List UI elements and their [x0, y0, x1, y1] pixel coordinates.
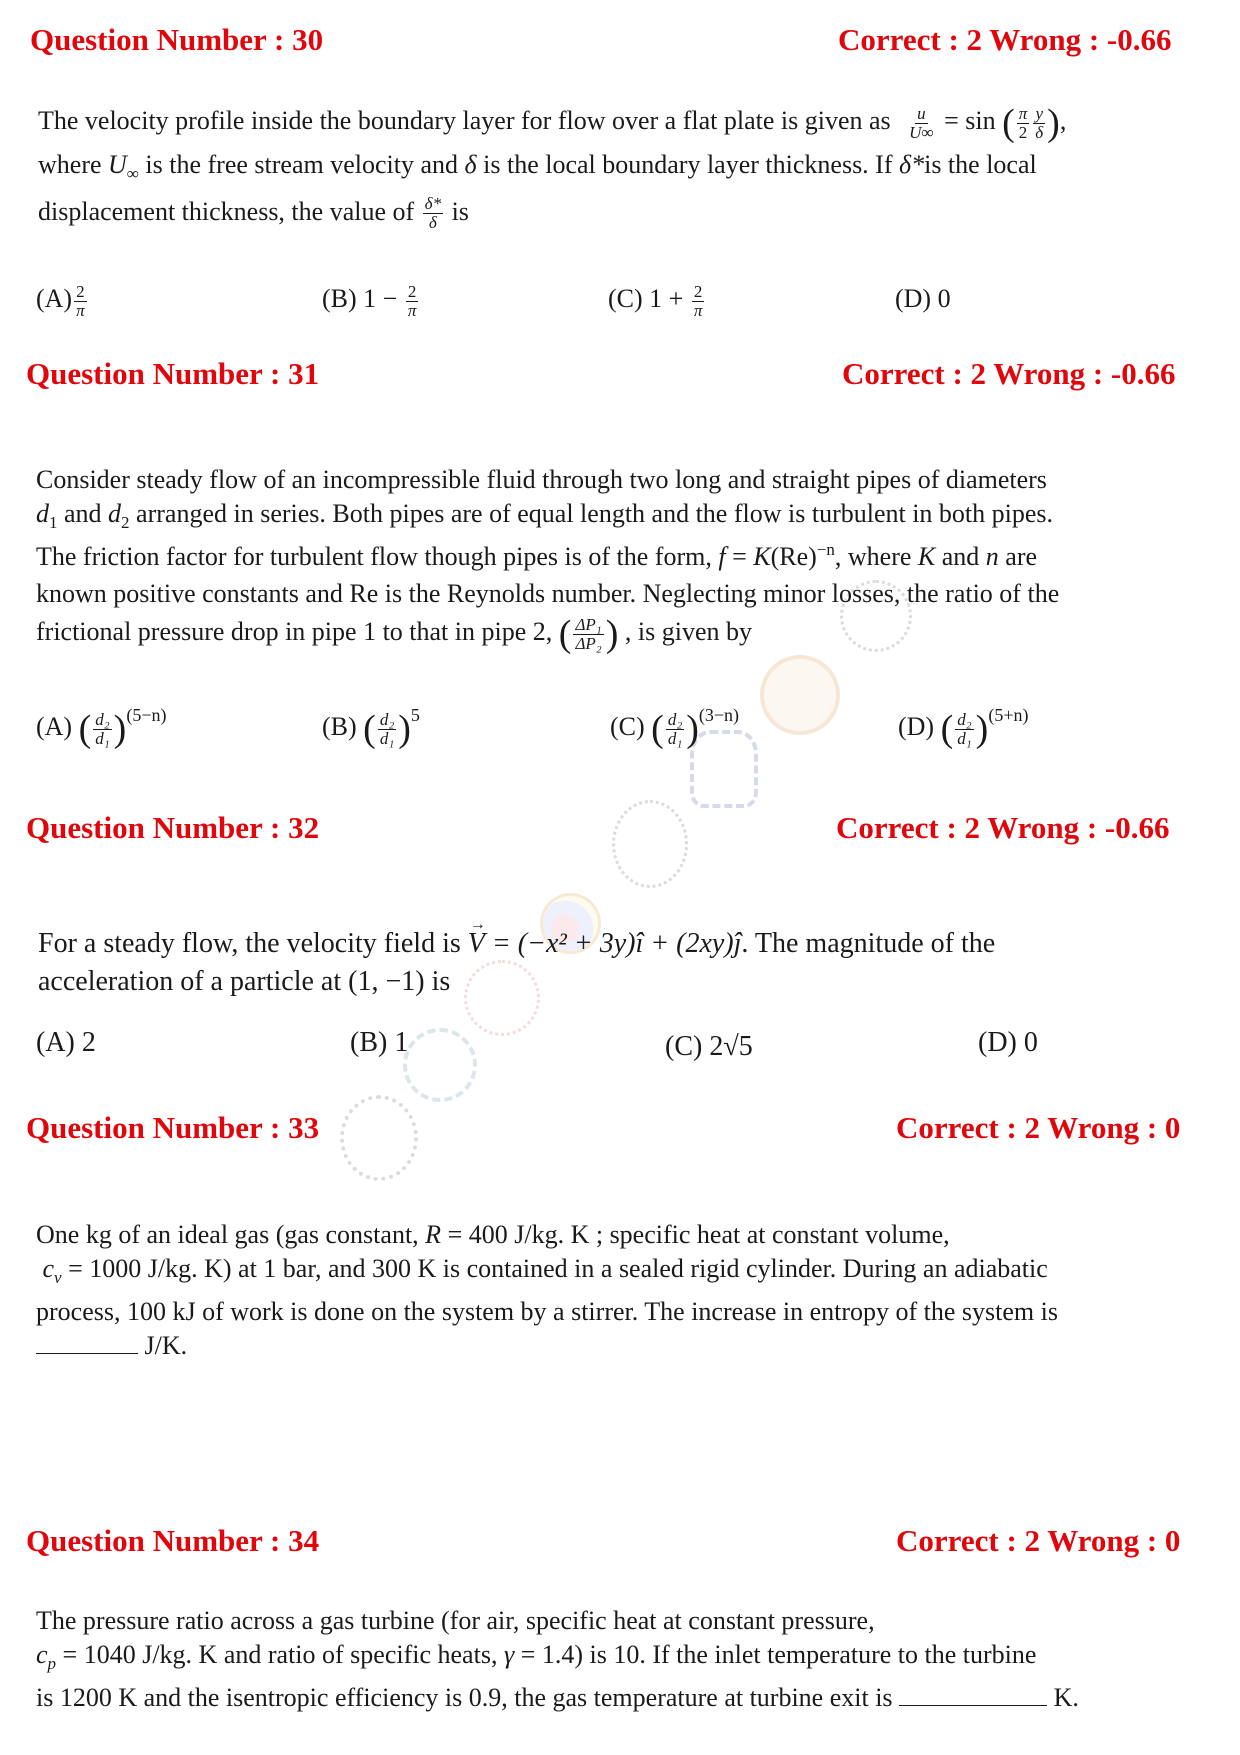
marking-scheme: Correct : 2 Wrong : 0: [896, 1110, 1181, 1145]
option-b[interactable]: (B) ( $\frac{\text{d₂}}{\text{d₁}}$ )$^5$: [322, 705, 420, 751]
option-c[interactable]: (C) 2√5: [665, 1031, 753, 1062]
marking-scheme: Correct : 2 Wrong : -0.66: [842, 356, 1176, 391]
answer-blank[interactable]: [36, 1329, 138, 1354]
option-a[interactable]: (A) 2: [36, 1027, 96, 1058]
marking-scheme: Correct : 2 Wrong : -0.66: [838, 22, 1172, 57]
option-d[interactable]: (D) ( $\frac{\text{d₂}}{\text{d₁}}$ )$^{(5+n)}$: [898, 705, 1029, 751]
option-b[interactable]: (B) 1 − $\frac{2}{\pi}$: [322, 281, 417, 320]
answer-blank[interactable]: [899, 1681, 1047, 1706]
option-d[interactable]: (D) 0: [895, 284, 951, 313]
question-number-heading: Question Number : 34: [26, 1523, 320, 1558]
option-b[interactable]: (B) 1: [350, 1027, 409, 1058]
question-text: One kg of an ideal gas (gas constant, R = 400 J/kg. K ; specific heat at constant volume, $c_v = 1000$ J/kg. K) at 1 bar, and 300 K is contained in a sealed rigid cylinder. During an adiabatic process, 100 kJ of work is done on the system by a stirrer. The increase in entropy of the system is J/K.: [36, 1220, 1058, 1361]
option-c[interactable]: (C) ( $\frac{\text{d₂}}{\text{d₁}}$ )$^{(3-n)}$: [610, 705, 740, 751]
watermark-stamp-teal-gear: [403, 1028, 477, 1102]
question-number-heading: Question Number : 31: [26, 356, 320, 391]
option-c[interactable]: (C) 1 + $\frac{2}{\pi}$: [608, 281, 703, 320]
option-d[interactable]: (D) 0: [978, 1027, 1038, 1058]
marking-scheme: Correct : 2 Wrong : -0.66: [836, 810, 1170, 845]
question-text: For a steady flow, the velocity field is → V = (−x² + 3y)î + (2xy)ĵ. The magnitude of the acceleration of a particle at (1, −1) is: [38, 925, 1218, 1001]
question-number-heading: Question Number : 33: [26, 1110, 320, 1145]
marking-scheme: Correct : 2 Wrong : 0: [896, 1523, 1181, 1558]
question-text: The pressure ratio across a gas turbine (for air, specific heat at constant pressure, $c_p = 1040$ J/kg. K and ratio of specific heats, γ = 1.4) is 10. If the inlet temperature to the turbine is 1200 K and the isentropic efficiency is 0.9, the gas temperature at turbine exit is K.: [36, 1606, 1079, 1713]
option-a[interactable]: (A) ( $\frac{\text{d₂}}{\text{d₁}}$ )$^{(5-n)}$: [36, 705, 167, 751]
question-number-heading: Question Number : 32: [26, 810, 320, 845]
watermark-stamp-gray-2: [612, 800, 688, 888]
option-a[interactable]: (A) $\frac{2}{\pi}$: [36, 281, 85, 320]
question-text: The velocity profile inside the boundary layer for flow over a flat plate is given as $\frac{u}{U\infty}$ = sin ( $\frac{\pi}{2}$ $\frac{y}{\delta}$ ), where $U_\infty$ is the free stream velocity and δ is the local boundary layer thickness. If δ*is the local displacement thickness, the value of $\frac{\delta*}{\delta}$ is: [38, 102, 1067, 233]
watermark-stamp-gray-3: [340, 1095, 418, 1181]
watermark-stamp-orange: [760, 655, 840, 735]
equation-fraction: $\frac{u}{U\infty}$: [909, 103, 934, 142]
question-number-heading: Question Number : 30: [30, 22, 324, 57]
question-text: Consider steady flow of an incompressible fluid through two long and straight pipes of diameters $d_1$ and $d_2$ arranged in series. Both pipes are of equal length and the flow is turbulent in both pipes. The friction factor for turbulent flow though pipes is of the form, $f = K(Re)^{-n}$, where K and n are known positive constants and Re is the Reynolds number. Neglecting minor losses, the ratio of the frictional pressure drop in pipe 1 to that in pipe 2, ( $\frac{\text{ΔP₁}}{\text{ΔP₂}}$ ) , is given by: [36, 465, 1060, 656]
